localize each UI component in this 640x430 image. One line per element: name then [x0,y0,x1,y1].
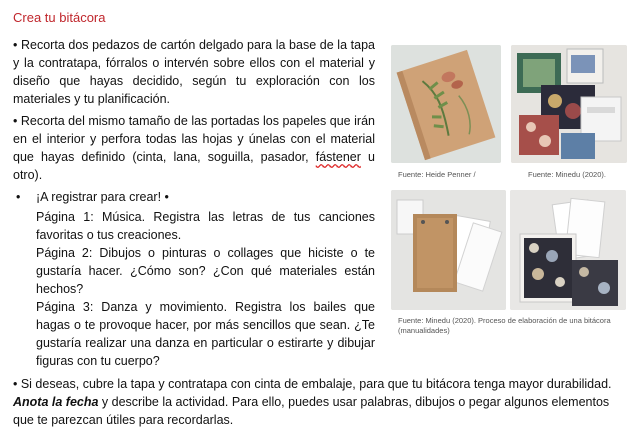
instruction-paragraph-4-end: y describe la actividad. Para ello, puedes usar palabras, dibujos o pegar algunos elementos que te parezcan útiles para recordarlas. [13,395,610,427]
leaf-notebook-illustration [391,45,501,163]
photo-patterned-notebook [510,190,626,310]
photo-patterned-cards [511,45,627,163]
patterned-cards-illustration [511,45,627,163]
page-3-text: Página 3: Danza y movimiento. Registra los bailes que hagas o te provoque hacer, por más sencillos que sean. ¿Te gustaría realizar una danza en particular o estirarte y dibujar figuras con tu cuerpo? [36,300,375,368]
caption-photo-2: Fuente: Minedu (2020). [528,170,606,179]
register-intro: ¡A registrar para crear! • [36,190,169,204]
page-title: Crea tu bitácora [13,10,106,25]
instruction-paragraph-4 [13,375,633,429]
page-1-text: Página 1: Música. Registra las letras de tus canciones favoritas o tus creaciones. [36,210,375,242]
photo-leaf-notebook [391,45,501,163]
caption-photo-1: Fuente: Heide Penner / [398,170,476,179]
list-bullet: • [16,190,21,204]
spellcheck-word: fástener [315,150,361,164]
photo-cover-and-sheets [391,190,506,310]
emphasis-text: Anota la fecha [13,395,99,409]
cover-sheets-illustration [391,190,506,310]
instruction-paragraph-2-end: u otro). [13,150,375,182]
patterned-notebook-illustration [510,190,626,310]
instruction-paragraph-2 [13,112,375,184]
page-2-text: Página 2: Dibujos o pinturas o collages que hiciste o te gustaría hacer. ¿Cómo son? ¿Con qué materiales están hechos? [36,246,375,296]
caption-photo-3-4: Fuente: Minedu (2020). Proceso de elaboración de una bitácora (manualidades) [398,316,611,335]
instruction-paragraph-2-text: • Recorta del mismo tamaño de las portadas los papeles que irán en el interior y perfora todas las hojas y únelas con el material que hayas definido (cinta, lana, soguilla, pasador, [13,114,375,164]
instruction-paragraph-1: • Recorta dos pedazos de cartón delgado para la base de la tapa y la contratapa, fórralos o intervén sobre ellos con el material y diseño que hayas decidido, según tu exploración con los materiales y tu planificación. [13,38,375,106]
instruction-paragraph-4-text: • Si deseas, cubre la tapa y contratapa con cinta de embalaje, para que tu bitácora tenga mayor durabilidad. [13,377,612,391]
